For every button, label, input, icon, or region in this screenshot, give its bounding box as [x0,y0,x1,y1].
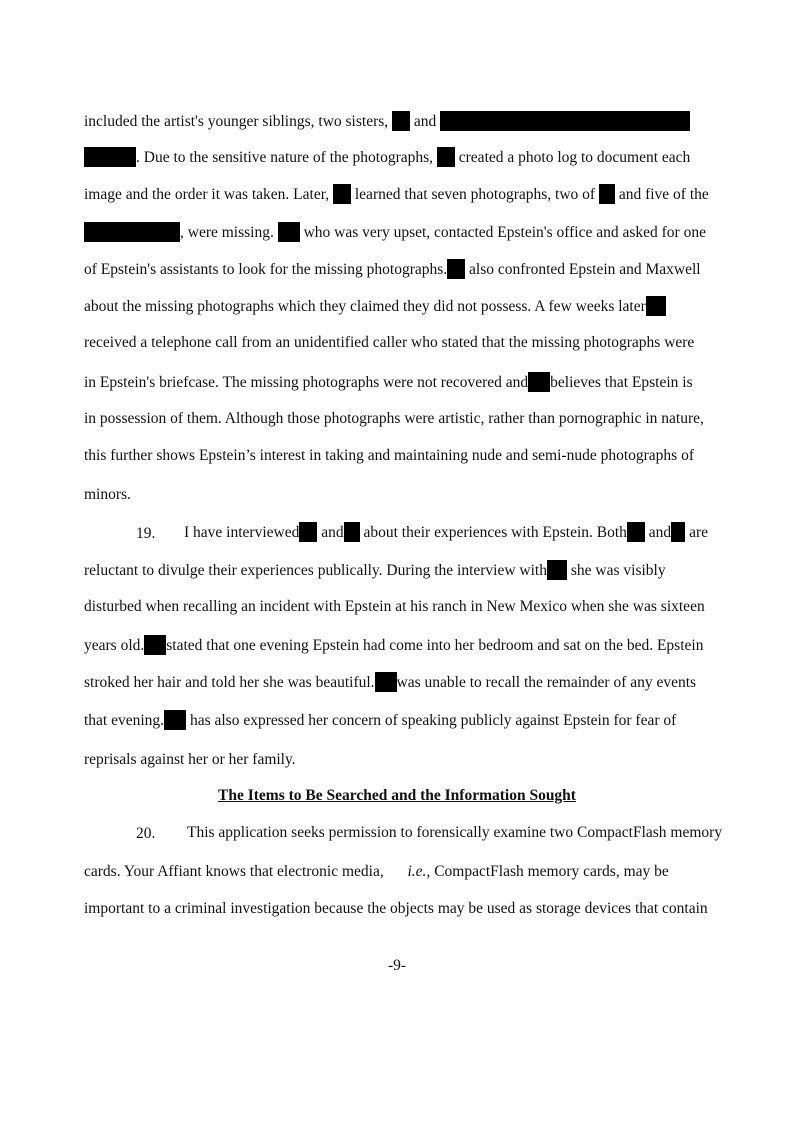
redaction-block [528,372,550,392]
text: image and the order it was taken. Later, [84,186,330,203]
text: that evening. [84,712,165,729]
text: cards. Your Affiant knows that electronic media, [84,863,384,880]
redaction-block [164,710,186,730]
text: and [648,524,672,541]
text: of Epstein's assistants to look for the missing photographs. [84,261,448,278]
text: also confronted Epstein and Maxwell [469,261,701,278]
text-line: reprisals against her or her family. [84,751,296,768]
text: included the artist's younger siblings, two sisters, [84,113,389,130]
redaction-block [627,522,645,542]
redaction-block [392,111,410,131]
redaction-block [437,147,455,167]
redaction-block [599,184,615,204]
redaction-block [447,259,465,279]
text: i.e., [407,863,431,880]
text: . Due to the sensitive nature of the photographs, [136,149,434,166]
text: and [413,113,437,130]
redaction-block [440,111,690,131]
redaction-block [299,522,317,542]
redaction-block [646,296,666,316]
text: about their experiences with Epstein. Both [363,524,627,541]
text-line: disturbed when recalling an incident with Epstein at his ranch in New Mexico when she was sixteen [84,598,705,615]
redaction-block [671,522,685,542]
text: reluctant to divulge their experiences publically. During the interview with [84,562,547,579]
text: stroked her hair and told her she was beautiful. [84,674,375,691]
text-line [84,184,709,205]
page-number: -9- [387,957,407,974]
text-line [84,710,676,731]
paragraph-number: 20. [136,825,156,842]
text-line [184,522,708,543]
redaction-block [278,222,300,242]
redaction-block [84,222,180,242]
redaction-block [375,672,397,692]
text-line [84,560,666,581]
text: I have interviewed [184,524,300,541]
text: and five of the [618,186,709,203]
text: years old. [84,637,145,654]
text-line [84,259,701,280]
text-line [84,672,696,693]
text-line [84,296,666,317]
text: about the missing photographs which they claimed they did not possess. A few weeks later [84,298,646,315]
text-line: received a telephone call from an unidentified caller who stated that the missing photographs were [84,334,695,351]
text: who was very upset, contacted Epstein's office and asked for one [303,224,706,241]
text-line [84,111,690,132]
text: and [321,524,344,541]
section-heading: The Items to Be Searched and the Information Sought [218,787,576,804]
text-line: This application seeks permission to forensically examine two CompactFlash memory [187,824,723,841]
redaction-block [333,184,351,204]
text: are [689,524,708,541]
text-line [84,862,669,882]
text: believes that Epstein is [550,374,693,391]
redaction-block [344,522,360,542]
redaction-block [84,147,136,167]
text-line: in possession of them. Although those photographs were artistic, rather than pornographic in nature, [84,410,704,427]
text-line [84,372,693,393]
text: has also expressed her concern of speaking publicly against Epstein for fear of [189,712,677,729]
text: in Epstein's briefcase. The missing photographs were not recovered and [84,374,529,391]
text-line: important to a criminal investigation because the objects may be used as storage devices that contain [84,900,708,917]
text-line: minors. [84,486,131,503]
text: learned that seven photographs, two of [354,186,596,203]
text-line [84,147,690,168]
text: was unable to recall the remainder of any events [396,674,697,691]
text-line [84,635,703,656]
text: stated that one evening Epstein had come into her bedroom and sat on the bed. Epstein [166,637,704,654]
text: she was visibly [570,562,666,579]
text-line [84,222,706,243]
text: created a photo log to document each [458,149,691,166]
text: CompactFlash memory cards, may be [434,863,669,880]
redaction-block [144,635,166,655]
redaction-block [547,560,567,580]
text-line: this further shows Epstein’s interest in taking and maintaining nude and semi-nude photographs of [84,447,694,464]
paragraph-number: 19. [136,525,156,542]
text: , were missing. [180,224,274,241]
